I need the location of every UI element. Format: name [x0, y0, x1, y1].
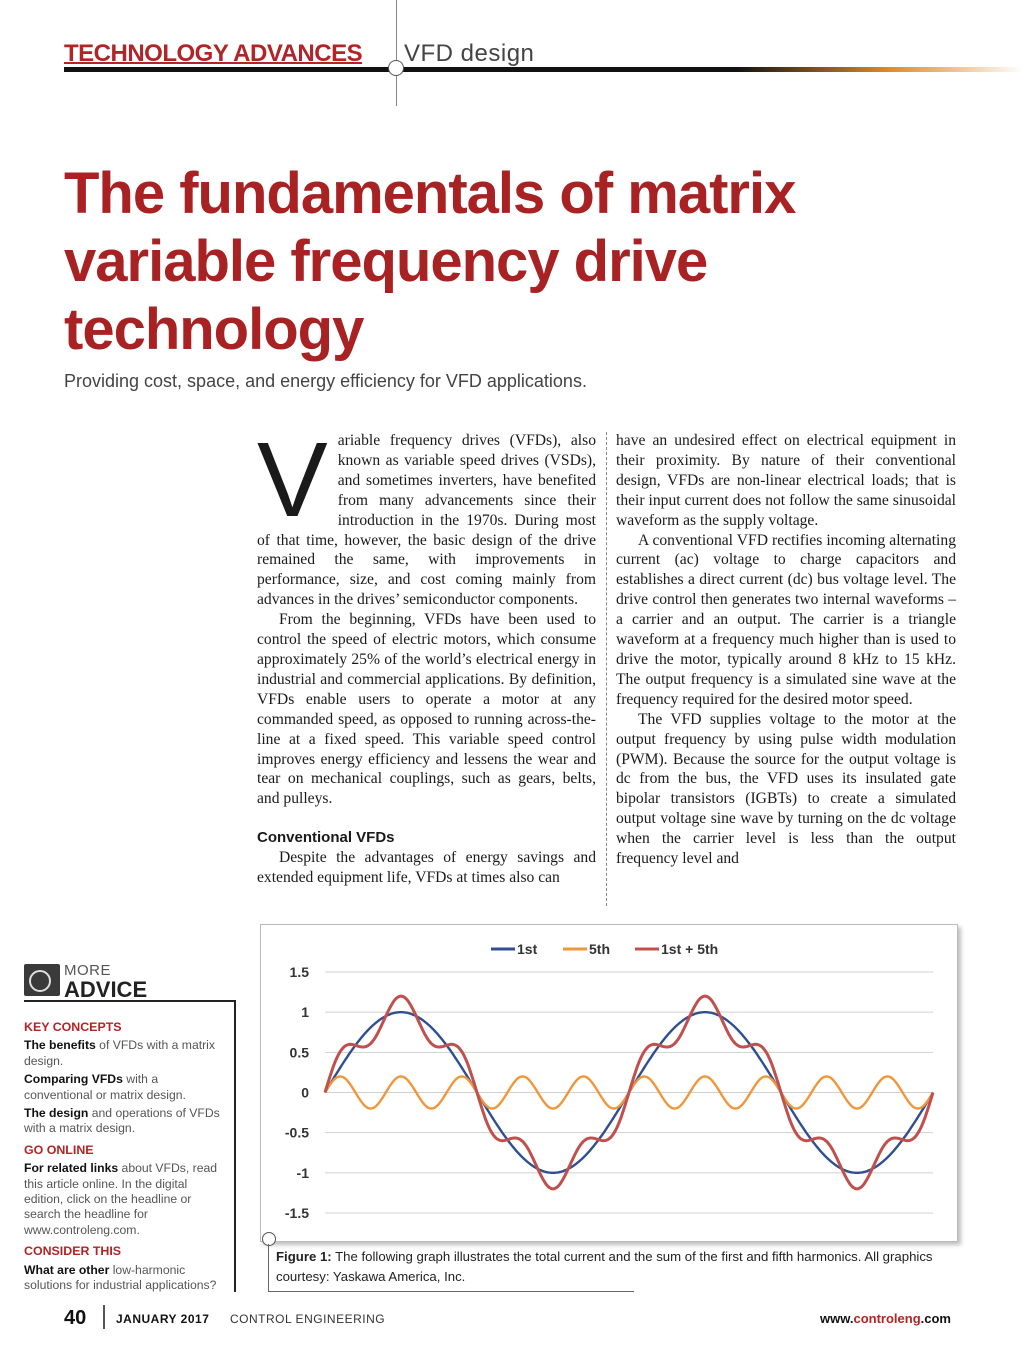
- figure-rule: [268, 1244, 269, 1292]
- issue-date: JANUARY 2017: [116, 1312, 210, 1326]
- paragraph: A conventional VFD rectifies incoming alternating current (ac) voltage to charge capacitors and establishes a direct current (dc) bus voltage level. The drive control then generates two internal waveforms – a carrier and an output. The carrier is a triangle waveform at a frequency much higher than is used to drive the motor, typically around 8 kHz to 15 kHz. The output frequency is a simulated sine wave at the frequency required for the desired motor speed.: [616, 531, 956, 708]
- logo-advice-text: ADVICE: [64, 977, 148, 1002]
- footer-separator: [103, 1305, 105, 1329]
- article-subtitle: Providing cost, space, and energy efficiency for VFD applications.: [64, 371, 587, 391]
- header-vertical-rule: [396, 0, 397, 106]
- figure-rule: [268, 1291, 634, 1292]
- article-column-1: [257, 421, 596, 888]
- figure-caption: Figure 1: The following graph illustrates the total current and the sum of the first and fifth harmonics. All graphics courtesy: Yaskawa America, Inc.: [276, 1249, 933, 1284]
- paragraph: Despite the advantages of energy savings and extended equipment life, VFDs at times also can: [257, 849, 596, 887]
- go-online-heading: GO ONLINE: [24, 1142, 94, 1157]
- header-circle-icon: [388, 60, 404, 76]
- y-tick-label: 1.5: [289, 964, 309, 980]
- section-label: TECHNOLOGY ADVANCES: [64, 40, 363, 67]
- consider-this-heading: CONSIDER THIS: [24, 1244, 122, 1259]
- y-tick-label: 0.5: [289, 1044, 309, 1061]
- y-tick-label: 1: [301, 1004, 309, 1021]
- paragraph: have an undesired effect on electrical equipment in their proximity. By nature of their conventional design, VFDs are non-linear electrical loads; that is their input current does not follow the same sinusoidal waveform as the supply voltage.: [616, 432, 956, 529]
- key-concepts-heading: KEY CONCEPTS: [24, 1020, 122, 1034]
- paragraph: The VFD supplies voltage to the motor at the output frequency by using pulse width modulation (PWM). Because the source for the output voltage is dc from the bus, the VFD uses its insulated gate bipolar transistors (IGBTs) to create a simulated output voltage sine wave by turning on the dc voltage when the carrier level is less than the output frequency level and: [616, 710, 956, 868]
- key-concept-item: The design and operations of VFDs with a matrix design.: [24, 1106, 220, 1136]
- harmonics-line-chart: [261, 925, 957, 1241]
- key-concept-item: Comparing VFDs with a conventional or matrix design.: [24, 1072, 186, 1102]
- consider-this-item: What are other low-harmonic solutions for industrial applications?: [24, 1262, 217, 1293]
- paragraph: Variable frequency drives (VFDs), also known as variable speed drives (VSDs), and sometimes inverters, have benefited from many advancements since their introduction in the 1970s. During most of that time, however, the basic design of the drive remained the same, with improvements in performance, size, and cost coming mainly from advances in the drives’ semiconductor components.: [257, 421, 596, 609]
- key-concept-item: The benefits of VFDs with a matrix design.: [24, 1038, 215, 1068]
- y-tick-label: -1.5: [284, 1205, 309, 1221]
- section-heading: Conventional VFDs: [257, 829, 395, 847]
- paragraph: From the beginning, VFDs have been used to control the speed of electric motors, which consume approximately 25% of the world’s electrical energy in industrial and commercial applications. By definition, VFDs enable users to operate a motor at any commanded speed, as opposed to running across-the-line at a fixed speed. This variable speed control improves energy efficiency and lessens the wear and tear on mechanical couplings, such as gears, belts, and pulleys.: [257, 611, 596, 808]
- legend-label: 5th: [589, 941, 610, 957]
- article-column-2: [616, 431, 956, 869]
- header-rule: [64, 67, 1024, 72]
- go-online-item: For related links about VFDs, read this article online. In the digital edition, click on the headline or search the headline for www.controleng.com.: [24, 1161, 218, 1237]
- magazine-name: CONTROL ENGINEERING: [230, 1312, 386, 1326]
- motor-icon: [24, 964, 60, 996]
- article-title: The fundamentals of matrix variable frequency drive technology: [64, 161, 796, 362]
- website-url: www.controleng.com: [820, 1311, 951, 1326]
- y-tick-label: -0.5: [284, 1124, 309, 1141]
- drop-cap: V: [257, 421, 328, 539]
- column-divider: [606, 432, 607, 906]
- subsection-label: VFD design: [404, 40, 535, 67]
- y-tick-label: 0: [301, 1084, 309, 1101]
- figure-1-chart: [260, 924, 958, 1242]
- legend-label: 1st + 5th: [661, 941, 719, 957]
- y-tick-label: -1: [296, 1164, 309, 1181]
- sidebar: [24, 1014, 228, 1294]
- figure-circle-icon: [262, 1232, 276, 1246]
- legend-label: 1st: [517, 941, 538, 957]
- page-number: 40: [64, 1307, 87, 1329]
- logo-more-text: MORE: [64, 962, 111, 979]
